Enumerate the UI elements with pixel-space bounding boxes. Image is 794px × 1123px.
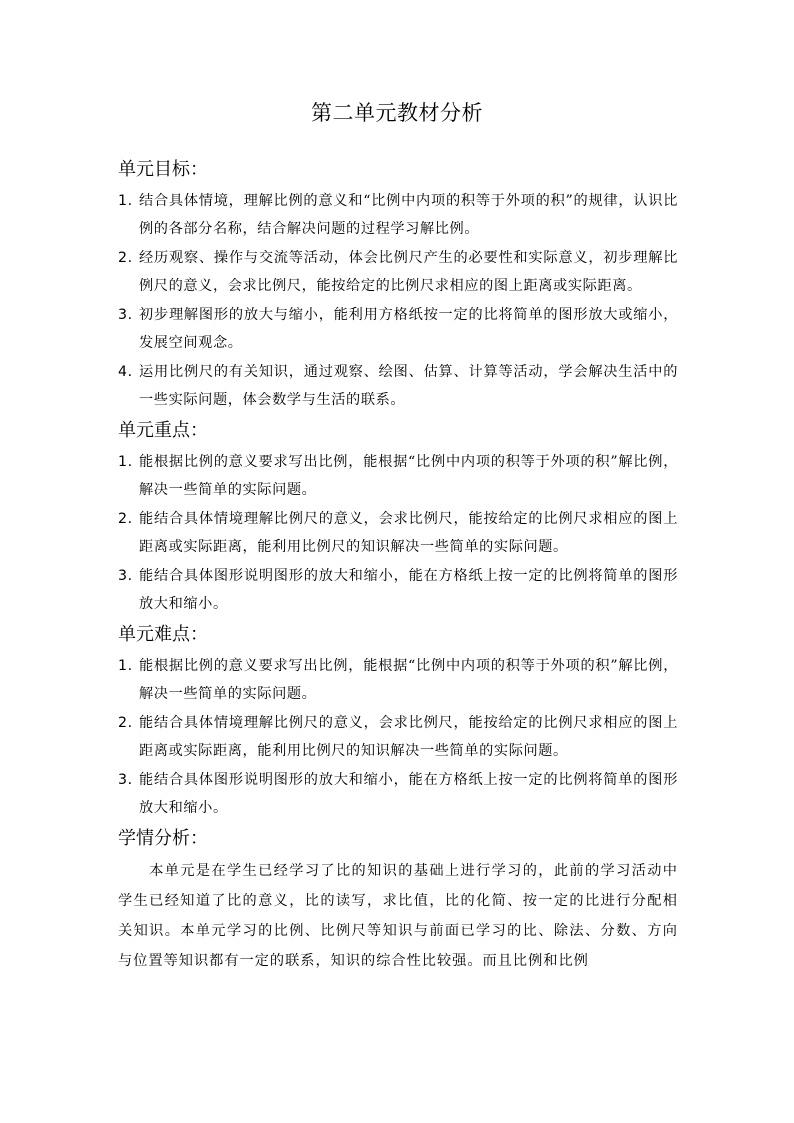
analysis-paragraph: 本单元是在学生已经学习了比的知识的基础上进行学习的，此前的学习活动中学生已经知道了比的意义，比的读写，求比值，比的化简、按一定的比进行分配相关知识。本单元学习的比例、比例尺等知识与前面已学习的比、除法、分数、方向与位置等知识都有一定的联系，知识的综合性比较强。而且比例和比例 — [118, 863, 678, 969]
item-text: 能根据比例的意义要求写出比例，能根据“比例中内项的积等于外项的积”解比例，解决一些简单的实际问题。 — [139, 454, 678, 498]
goals-list — [118, 187, 678, 414]
item-number: 3. — [118, 568, 133, 584]
item-text: 能结合具体图形说明图形的放大和缩小，能在方格纸上按一定的比例将简单的图形放大和缩小。 — [139, 772, 678, 816]
list-item — [118, 652, 678, 708]
list-item — [118, 301, 678, 357]
section-heading: 学情分析： — [118, 828, 208, 849]
item-number: 2. — [118, 715, 133, 731]
item-text: 结合具体情境，理解比例的意义和“比例中内项的积等于外项的积”的规律，认识比例的各部分名称，结合解决问题的过程学习解比例。 — [139, 193, 678, 237]
item-text: 经历观察、操作与交流等活动，体会比例尺产生的必要性和实际意义，初步理解比例尺的意义，会求比例尺，能按给定的比例尺求相应的图上距离或实际距离。 — [139, 250, 678, 294]
list-item — [118, 505, 678, 561]
list-item — [118, 709, 678, 765]
section-unit-goals — [118, 155, 678, 414]
list-item — [118, 358, 678, 414]
list-item — [118, 562, 678, 618]
item-number: 2. — [118, 511, 133, 527]
item-text: 能结合具体情境理解比例尺的意义，会求比例尺，能按给定的比例尺求相应的图上距离或实际距离，能利用比例尺的知识解决一些简单的实际问题。 — [139, 511, 678, 555]
item-text: 能结合具体情境理解比例尺的意义，会求比例尺，能按给定的比例尺求相应的图上距离或实际距离，能利用比例尺的知识解决一些简单的实际问题。 — [139, 715, 678, 759]
item-number: 1. — [118, 658, 133, 674]
item-text: 初步理解图形的放大与缩小，能利用方格纸按一定的比将简单的图形放大或缩小，发展空间观念。 — [139, 307, 678, 351]
section-heading: 单元目标： — [118, 159, 208, 180]
item-text: 能结合具体图形说明图形的放大和缩小，能在方格纸上按一定的比例将简单的图形放大和缩小。 — [139, 568, 678, 612]
item-number: 3. — [118, 307, 133, 323]
item-text: 运用比例尺的有关知识，通过观察、绘图、估算、计算等活动，学会解决生活中的一些实际问题，体会数学与生活的联系。 — [139, 364, 678, 408]
item-number: 1. — [118, 193, 133, 209]
list-item — [118, 187, 678, 243]
item-number: 1. — [118, 454, 133, 470]
key-points-list — [118, 448, 678, 618]
difficulties-list — [118, 652, 678, 822]
section-heading: 单元难点： — [118, 624, 208, 645]
section-student-analysis — [118, 824, 678, 976]
page-title: 第二单元教材分析 — [311, 101, 483, 125]
document-body — [118, 155, 678, 976]
item-number: 3. — [118, 772, 133, 788]
section-difficulties — [118, 620, 678, 822]
list-item — [118, 766, 678, 822]
section-key-points — [118, 416, 678, 618]
list-item — [118, 448, 678, 504]
item-number: 4. — [118, 364, 133, 380]
list-item — [118, 244, 678, 300]
section-heading: 单元重点： — [118, 420, 208, 441]
item-text: 能根据比例的意义要求写出比例，能根据“比例中内项的积等于外项的积”解比例，解决一些简单的实际问题。 — [139, 658, 678, 702]
item-number: 2. — [118, 250, 133, 266]
